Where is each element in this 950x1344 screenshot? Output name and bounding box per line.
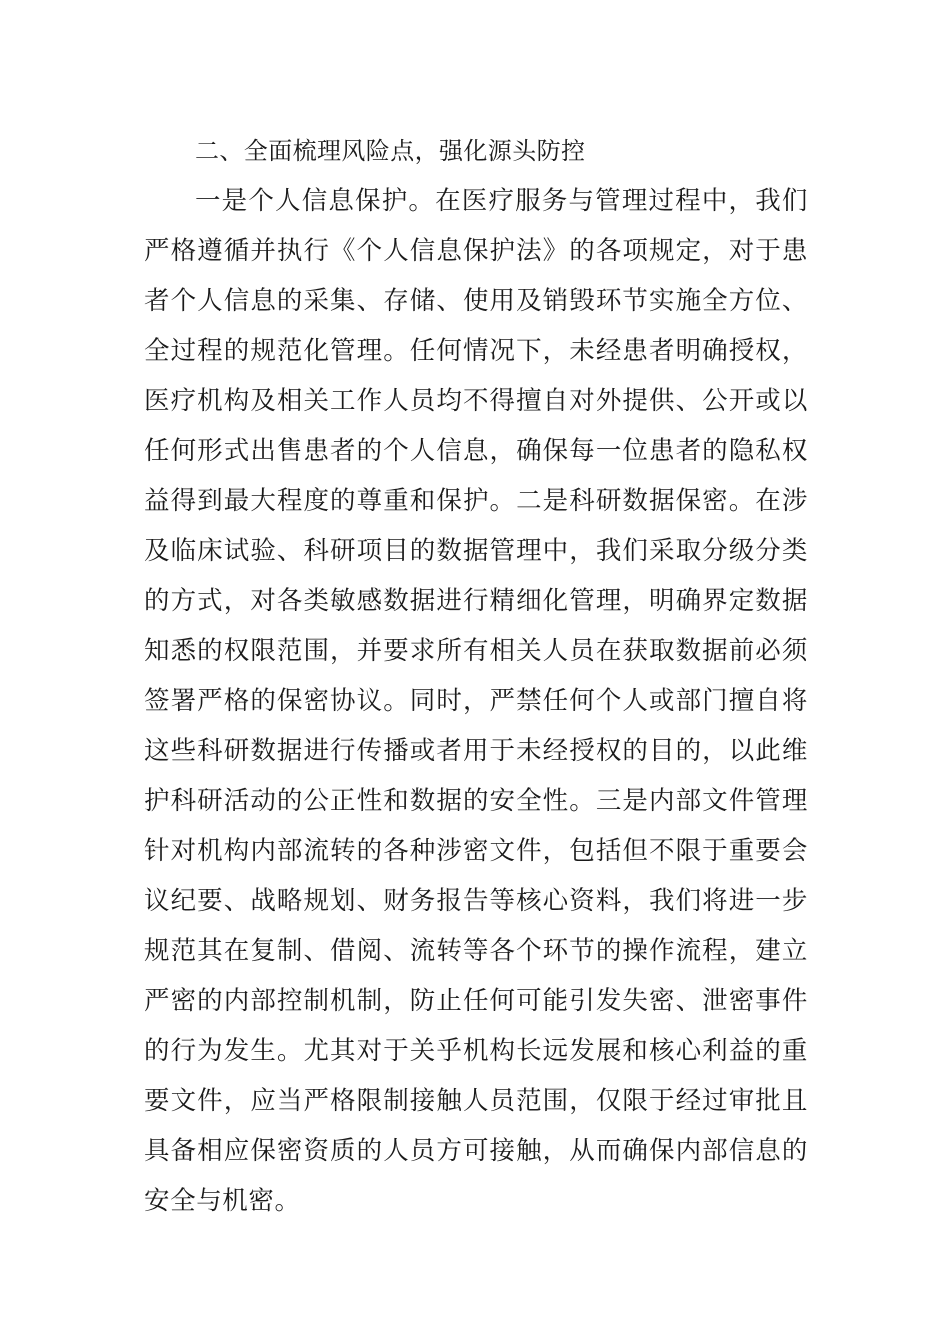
paragraph-line: 规范其在复制、借阅、流转等各个环节的操作流程，建立: [144, 936, 808, 966]
paragraph-line: 签署严格的保密协议。同时，严禁任何个人或部门擅自将: [144, 686, 808, 716]
paragraph-line: 这些科研数据进行传播或者用于未经授权的目的，以此维: [144, 736, 808, 766]
paragraph-line: 全过程的规范化管理。任何情况下，未经患者明确授权，: [144, 336, 808, 366]
paragraph-line: 要文件，应当严格限制接触人员范围，仅限于经过审批且: [144, 1086, 808, 1116]
paragraph-line: 针对机构内部流转的各种涉密文件，包括但不限于重要会: [144, 836, 808, 866]
paragraph-line: 知悉的权限范围，并要求所有相关人员在获取数据前必须: [144, 636, 808, 666]
paragraph-last-line: 安全与机密。: [144, 1186, 301, 1216]
paragraph-line: 严密的内部控制机制，防止任何可能引发失密、泄密事件: [144, 986, 808, 1016]
paragraph-line: 医疗机构及相关工作人员均不得擅自对外提供、公开或以: [144, 386, 808, 416]
paragraph-line: 严格遵循并执行《个人信息保护法》的各项规定，对于患: [144, 236, 808, 266]
paragraph-line: 护科研活动的公正性和数据的安全性。三是内部文件管理: [144, 786, 808, 816]
paragraph-line: 的方式，对各类敏感数据进行精细化管理，明确界定数据: [144, 586, 808, 616]
paragraph-line: 的行为发生。尤其对于关乎机构长远发展和核心利益的重: [144, 1036, 808, 1066]
paragraph-line: 者个人信息的采集、存储、使用及销毁环节实施全方位、: [144, 286, 808, 316]
paragraph-line: 及临床试验、科研项目的数据管理中，我们采取分级分类: [144, 536, 808, 566]
paragraph-line: 益得到最大程度的尊重和保护。二是科研数据保密。在涉: [144, 486, 808, 516]
paragraph-line: 任何形式出售患者的个人信息，确保每一位患者的隐私权: [144, 436, 808, 466]
paragraph-line: 一是个人信息保护。在医疗服务与管理过程中，我们: [195, 186, 808, 216]
section-heading: 二、全面梳理风险点，强化源头防控: [195, 137, 586, 165]
paragraph-line: 具备相应保密资质的人员方可接触，从而确保内部信息的: [144, 1136, 808, 1166]
paragraph-line: 议纪要、战略规划、财务报告等核心资料，我们将进一步: [144, 886, 808, 916]
document-body: [144, 126, 808, 1226]
